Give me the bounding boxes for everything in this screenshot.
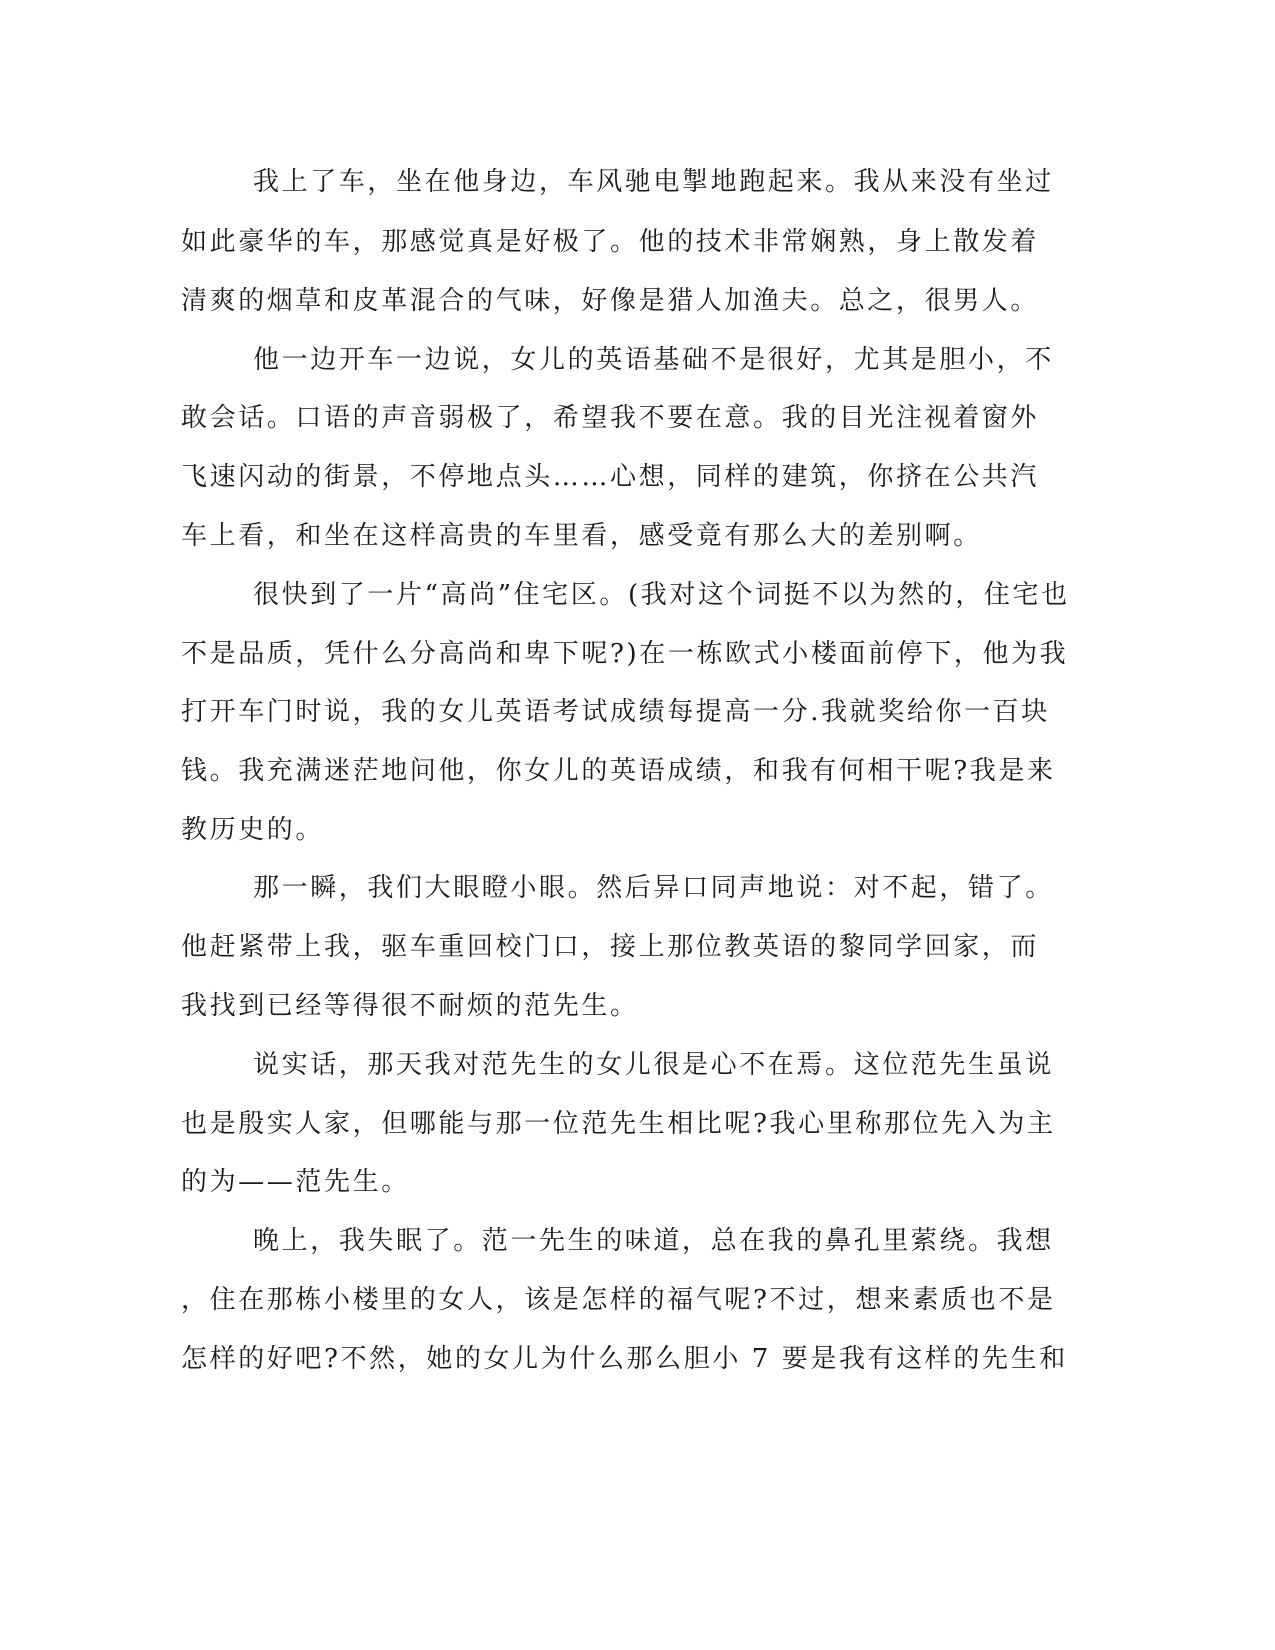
text-line: ，住在那栋小楼里的女人，该是怎样的福气呢?不过，想来素质也不是 [181,1285,1056,1315]
text-line: 他一边开车一边说，女儿的英语基础不是很好，尤其是胆小，不 [253,345,1054,375]
text-line: 他赶紧带上我，驱车重回校门口，接上那位教英语的黎同学回家，而 [181,932,1040,962]
text-line: 晚上，我失眠了。范一先生的味道，总在我的鼻孔里萦绕。我想 [253,1226,1054,1256]
text-line: 的为——范先生。 [181,1167,410,1197]
text-line: 怎样的好吧?不然，她的女儿为什么那么胆小 7 要是我有这样的先生和 [181,1344,1068,1374]
text-line: 如此豪华的车，那感觉真是好极了。他的技术非常娴熟，身上散发着 [181,227,1040,257]
text-line: 我找到已经等得很不耐烦的范先生。 [181,991,639,1021]
text-line: 敢会话。口语的声音弱极了，希望我不要在意。我的目光注视着窗外 [181,403,1040,433]
text-line: 也是殷实人家，但哪能与那一位范先生相比呢?我心里称那位先入为主 [181,1109,1056,1139]
text-line: 打开车门时说，我的女儿英语考试成绩每提高一分.我就奖给你一百块 [181,697,1050,727]
text-line: 飞速闪动的街景，不停地点头……心想，同样的建筑，你挤在公共汽 [181,462,1040,492]
text-line: 车上看，和坐在这样高贵的车里看，感受竟有那么大的差别啊。 [181,521,982,551]
text-line: 说实话，那天我对范先生的女儿很是心不在焉。这位范先生虽说 [253,1050,1054,1080]
text-line: 那一瞬，我们大眼瞪小眼。然后异口同声地说：对不起，错了。 [253,873,1054,903]
text-line: 教历史的。 [181,815,325,845]
text-line: 不是品质，凭什么分高尚和卑下呢?)在一栋欧式小楼面前停下，他为我 [181,639,1069,669]
text-line: 我上了车，坐在他身边，车风驰电掣地跑起来。我从来没有坐过 [253,167,1054,197]
text-line: 钱。我充满迷茫地问他，你女儿的英语成绩，和我有何相干呢?我是来 [181,756,1056,786]
text-line: 清爽的烟草和皮革混合的气味，好像是猎人加渔夫。总之，很男人。 [181,286,1040,316]
text-line: 很快到了一片“高尚”住宅区。(我对这个词挺不以为然的，住宅也 [253,580,1070,610]
